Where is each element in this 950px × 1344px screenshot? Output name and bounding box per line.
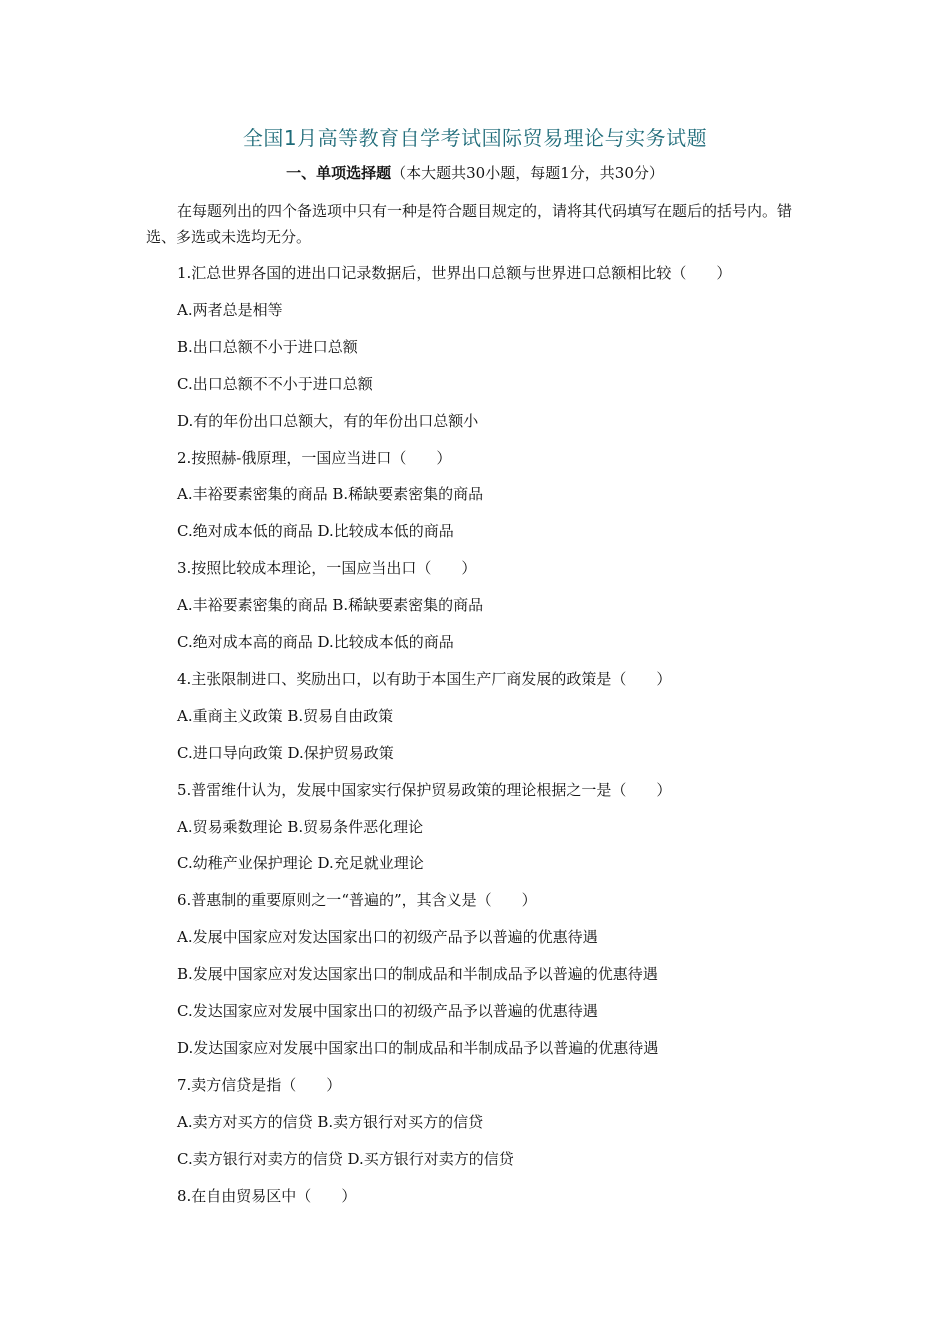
answer-option: B.发展中国家应对发达国家出口的制成品和半制成品予以普遍的优惠待遇 (177, 965, 658, 984)
question-stem: 5.普雷维什认为，发展中国家实行保护贸易政策的理论根据之一是（ ） (177, 780, 672, 799)
question-stem: 3.按照比较成本理论，一国应当出口（ ） (177, 559, 477, 578)
answer-option: C.卖方银行对卖方的信贷 D.买方银行对卖方的信贷 (177, 1149, 514, 1168)
question-stem: 7.卖方信贷是指（ ） (177, 1075, 342, 1094)
document-title: 全国1月高等教育自学考试国际贸易理论与实务试题 (242, 126, 708, 150)
answer-option: C.进口导向政策 D.保护贸易政策 (177, 743, 394, 762)
answer-option: C.出口总额不不小于进口总额 (177, 374, 373, 393)
answer-option: B.出口总额不小于进口总额 (177, 337, 358, 356)
answer-option: A.重商主义政策 B.贸易自由政策 (177, 706, 394, 725)
question-stem: 8.在自由贸易区中（ ） (177, 1186, 357, 1205)
question-stem: 6.普惠制的重要原则之一“普遍的”，其含义是（ ） (177, 891, 537, 910)
question-stem: 2.按照赫-俄原理，一国应当进口（ ） (177, 448, 452, 467)
answer-option: A.丰裕要素密集的商品 B.稀缺要素密集的商品 (177, 596, 484, 615)
answer-option: C.绝对成本低的商品 D.比较成本低的商品 (177, 522, 454, 541)
section-heading-label: 一、单项选择题 (286, 164, 392, 182)
section-heading (0, 162, 950, 183)
question-stem: 1.汇总世界各国的进出口记录数据后，世界出口总额与世界进口总额相比较（ ） (177, 264, 732, 282)
answer-option: A.贸易乘数理论 B.贸易条件恶化理论 (177, 817, 424, 836)
answer-option: A.丰裕要素密集的商品 B.稀缺要素密集的商品 (177, 485, 484, 504)
answer-option: A.发展中国家应对发达国家出口的初级产品予以普遍的优惠待遇 (177, 928, 598, 947)
answer-option: C.幼稚产业保护理论 D.充足就业理论 (177, 854, 424, 873)
answer-option: D.有的年份出口总额大，有的年份出口总额小 (177, 411, 479, 430)
answer-option: C.发达国家应对发展中国家出口的初级产品予以普遍的优惠待遇 (177, 1002, 598, 1020)
question-stem: 4.主张限制进口、奖励出口，以有助于本国生产厂商发展的政策是（ ） (177, 669, 672, 688)
answer-option: A.卖方对买方的信贷 B.卖方银行对买方的信贷 (177, 1112, 484, 1131)
instructions-paragraph: 在每题列出的四个备选项中只有一种是符合题目规定的，请将其代码填写在题后的括号内。错选、多选或未选均无分。 (146, 202, 793, 246)
section-heading-note: （本大题共30小题，每题1分，共30分） (391, 164, 664, 182)
answer-option: D.发达国家应对发展中国家出口的制成品和半制成品予以普遍的优惠待遇 (177, 1038, 659, 1057)
answer-option: C.绝对成本高的商品 D.比较成本低的商品 (177, 633, 454, 651)
answer-option: A.两者总是相等 (177, 300, 283, 319)
